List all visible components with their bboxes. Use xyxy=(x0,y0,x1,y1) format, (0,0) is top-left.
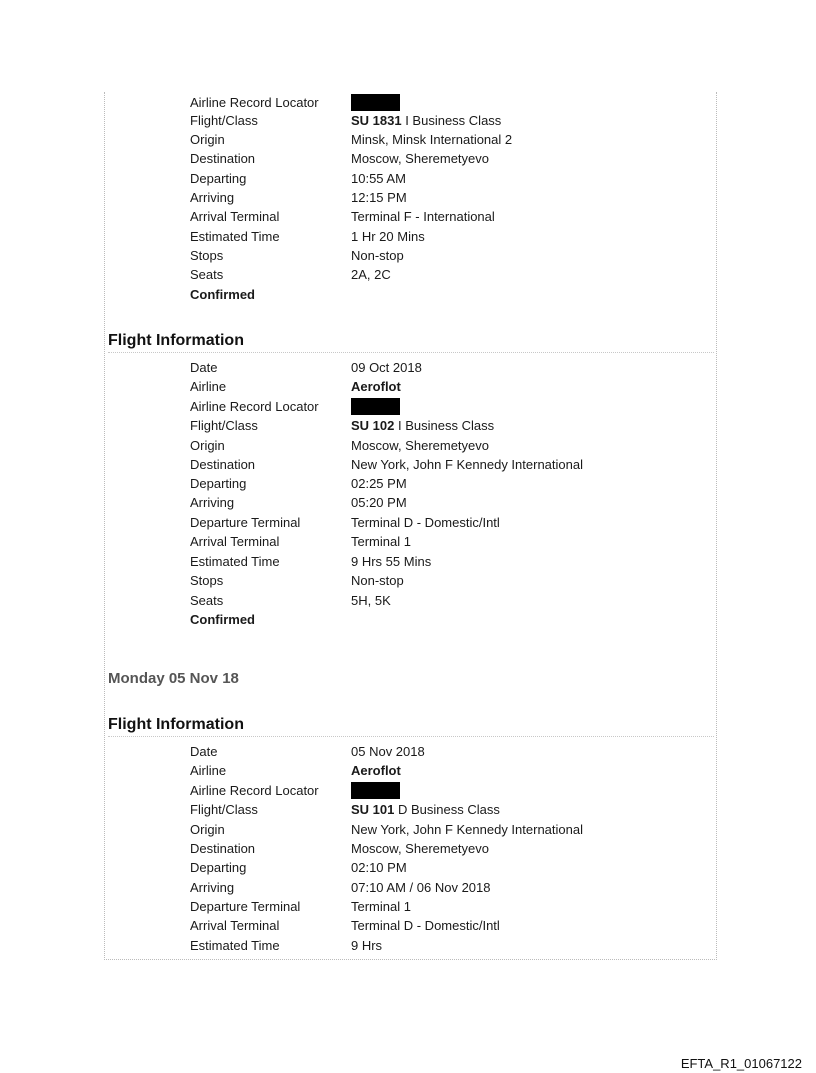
field-label: Arriving xyxy=(190,495,235,510)
flight-number: SU 1831 xyxy=(351,113,402,128)
field-label: Origin xyxy=(190,438,225,453)
field-label: Flight/Class xyxy=(190,113,258,128)
redacted-value xyxy=(351,782,400,800)
redacted-value xyxy=(351,94,400,112)
flight-class-value xyxy=(351,417,494,435)
field-label: Destination xyxy=(190,151,256,166)
field-value: 02:10 PM xyxy=(351,860,407,875)
field-label: Flight/Class xyxy=(190,802,258,817)
flight-number: SU 101 xyxy=(351,802,395,817)
airline-name: Aeroflot xyxy=(351,763,401,778)
field-label: Departing xyxy=(190,860,247,875)
field-label: Origin xyxy=(190,132,225,147)
field-label: Arriving xyxy=(190,190,235,205)
field-value: Moscow, Sheremetyevo xyxy=(351,151,490,166)
day-heading: Monday 05 Nov 18 xyxy=(108,670,239,687)
field-value: Moscow, Sheremetyevo xyxy=(351,841,490,856)
document-id: EFTA_R1_01067122 xyxy=(680,1056,802,1071)
field-value: Terminal 1 xyxy=(351,534,411,549)
field-label: Arrival Terminal xyxy=(190,209,280,224)
field-value: New York, John F Kennedy International xyxy=(351,822,583,837)
field-value: 02:25 PM xyxy=(351,476,407,491)
flight-class-value xyxy=(351,112,501,130)
field-value: Terminal F - International xyxy=(351,209,495,224)
field-value: Moscow, Sheremetyevo xyxy=(351,438,490,453)
field-value: Minsk, Minsk International 2 xyxy=(351,132,513,147)
field-value: 05 Nov 2018 xyxy=(351,744,425,759)
field-value: Terminal D - Domestic/Intl xyxy=(351,515,500,530)
field-label: Date xyxy=(190,360,218,375)
field-value: 2A, 2C xyxy=(351,267,391,282)
section-title: Flight Information xyxy=(108,332,244,349)
field-label: Seats xyxy=(190,267,224,282)
frame-left-border xyxy=(104,92,105,960)
field-label: Destination xyxy=(190,841,256,856)
frame-right-border xyxy=(716,92,717,960)
field-label: Origin xyxy=(190,822,225,837)
field-label: Arrival Terminal xyxy=(190,534,280,549)
field-value: 12:15 PM xyxy=(351,190,407,205)
flight-information-heading xyxy=(108,714,714,737)
status-confirmed: Confirmed xyxy=(190,612,255,627)
field-value: 09 Oct 2018 xyxy=(351,360,422,375)
field-label: Airline xyxy=(190,763,227,778)
field-label: Departure Terminal xyxy=(190,515,301,530)
field-value: 05:20 PM xyxy=(351,495,407,510)
field-value: Non-stop xyxy=(351,248,404,263)
flight-class-value xyxy=(351,801,500,819)
field-label: Stops xyxy=(190,248,224,263)
field-label: Airline Record Locator xyxy=(190,95,319,110)
field-label: Departure Terminal xyxy=(190,899,301,914)
field-label: Destination xyxy=(190,457,256,472)
field-value: 07:10 AM / 06 Nov 2018 xyxy=(351,880,491,895)
field-label: Estimated Time xyxy=(190,554,280,569)
field-label: Departing xyxy=(190,476,247,491)
field-label: Airline xyxy=(190,379,227,394)
field-label: Departing xyxy=(190,171,247,186)
field-value: Terminal D - Domestic/Intl xyxy=(351,918,500,933)
airline-name: Aeroflot xyxy=(351,379,401,394)
field-label: Arrival Terminal xyxy=(190,918,280,933)
status-confirmed: Confirmed xyxy=(190,287,255,302)
field-value: Non-stop xyxy=(351,573,404,588)
flight-information-heading xyxy=(108,330,714,353)
redacted-value xyxy=(351,398,400,416)
frame-bottom-border xyxy=(104,959,717,960)
field-value: 1 Hr 20 Mins xyxy=(351,229,425,244)
field-value: Terminal 1 xyxy=(351,899,411,914)
field-value: 5H, 5K xyxy=(351,593,391,608)
field-value: 10:55 AM xyxy=(351,171,406,186)
field-label: Estimated Time xyxy=(190,938,280,953)
field-label: Airline Record Locator xyxy=(190,783,319,798)
flight-class: I Business Class xyxy=(401,113,502,128)
section-title: Flight Information xyxy=(108,716,244,733)
flight-class: D Business Class xyxy=(394,802,500,817)
field-label: Date xyxy=(190,744,218,759)
field-label: Flight/Class xyxy=(190,418,258,433)
field-label: Stops xyxy=(190,573,224,588)
field-value: 9 Hrs 55 Mins xyxy=(351,554,432,569)
field-label: Seats xyxy=(190,593,224,608)
flight-class: I Business Class xyxy=(394,418,495,433)
field-value: 9 Hrs xyxy=(351,938,383,953)
field-label: Estimated Time xyxy=(190,229,280,244)
field-label: Airline Record Locator xyxy=(190,399,319,414)
field-value: New York, John F Kennedy International xyxy=(351,457,583,472)
flight-number: SU 102 xyxy=(351,418,395,433)
field-label: Arriving xyxy=(190,880,235,895)
